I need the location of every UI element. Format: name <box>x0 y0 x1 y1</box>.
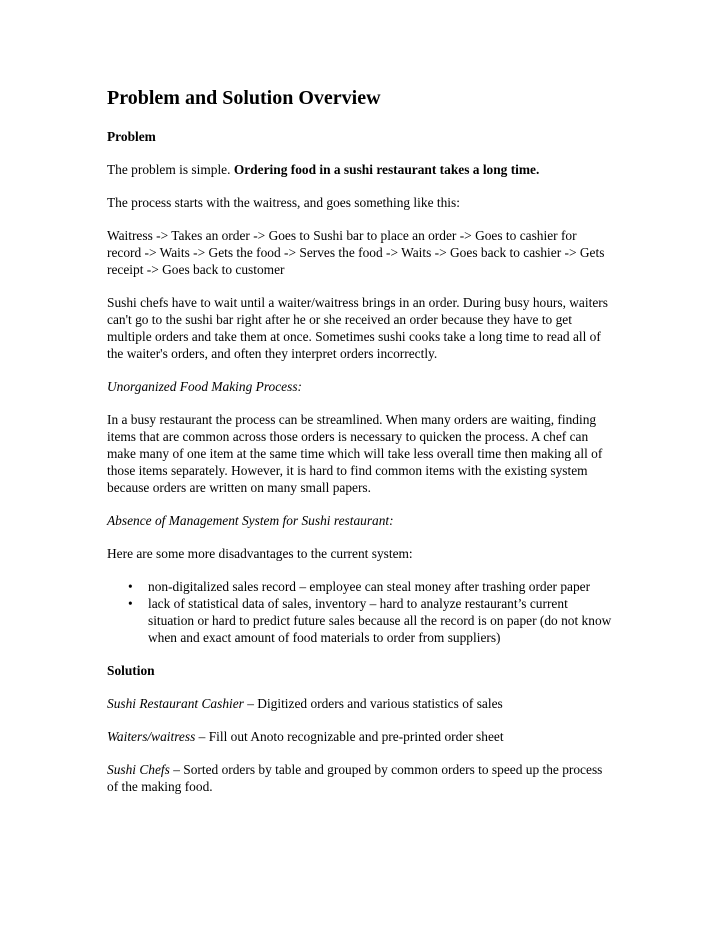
list-item-text: lack of statistical data of sales, inventory – hard to analyze restaurant’s current situation or hard to predict future sales because all the record is on paper (do not know when and exact amount of food materials to order from suppliers) <box>148 596 612 645</box>
bullet-icon: • <box>128 579 133 594</box>
process-flow: Waitress -> Takes an order -> Goes to Sushi bar to place an order -> Goes to cashier for record -> Waits -> Gets the food -> Serves the food -> Waits -> Goes back to cashier -> Gets receipt -> Goes back to customer <box>107 228 605 277</box>
unorganized-heading: Unorganized Food Making Process: <box>107 379 303 394</box>
solution-heading: Solution <box>107 663 155 678</box>
disadvantages-list <box>107 578 612 646</box>
process-intro: The process starts with the waitress, and goes something like this: <box>107 195 460 210</box>
solution-item-cashier <box>107 695 612 712</box>
chefs-paragraph: Sushi chefs have to wait until a waiter/waitress brings in an order. During busy hours, waiters can't go to the sushi bar right after he or she received an order because they have to get multiple orders and take them at once. Sometimes sushi cooks take a long time to read all of the waiter's orders, and often they interpret orders incorrectly. <box>107 295 608 361</box>
document-body <box>107 85 612 795</box>
list-item-text: non-digitalized sales record – employee can steal money after trashing order paper <box>148 579 591 594</box>
disadvantages-intro: Here are some more disadvantages to the current system: <box>107 546 413 561</box>
problem-intro-bold: Ordering food in a sushi restaurant takes a long time. <box>233 162 540 177</box>
list-item <box>107 595 612 646</box>
problem-intro-prefix: The problem is simple. <box>107 162 234 177</box>
solution-term: Sushi Chefs <box>107 762 170 777</box>
bullet-icon: • <box>128 596 133 611</box>
solution-term: Sushi Restaurant Cashier <box>107 696 244 711</box>
solution-desc: – Sorted orders by table and grouped by common orders to speed up the process of the making food. <box>107 762 603 794</box>
problem-heading: Problem <box>107 129 156 144</box>
page-title: Problem and Solution Overview <box>107 87 381 109</box>
solution-term: Waiters/waitress <box>107 729 196 744</box>
list-item <box>107 578 612 595</box>
unorganized-paragraph: In a busy restaurant the process can be streamlined. When many orders are waiting, finding items that are common across those orders is necessary to quicken the process. A chef can make many of one item at the same time which will take less overall time then making all of those items separately. However, it is hard to find common items with the existing system because orders are written on many small papers. <box>107 412 603 495</box>
problem-intro <box>107 161 612 178</box>
solution-desc: – Digitized orders and various statistics of sales <box>243 696 503 711</box>
solution-item-waiters <box>107 728 612 745</box>
solution-item-chefs <box>107 761 612 795</box>
absence-heading: Absence of Management System for Sushi restaurant: <box>107 513 394 528</box>
solution-desc: – Fill out Anoto recognizable and pre-printed order sheet <box>195 729 504 744</box>
